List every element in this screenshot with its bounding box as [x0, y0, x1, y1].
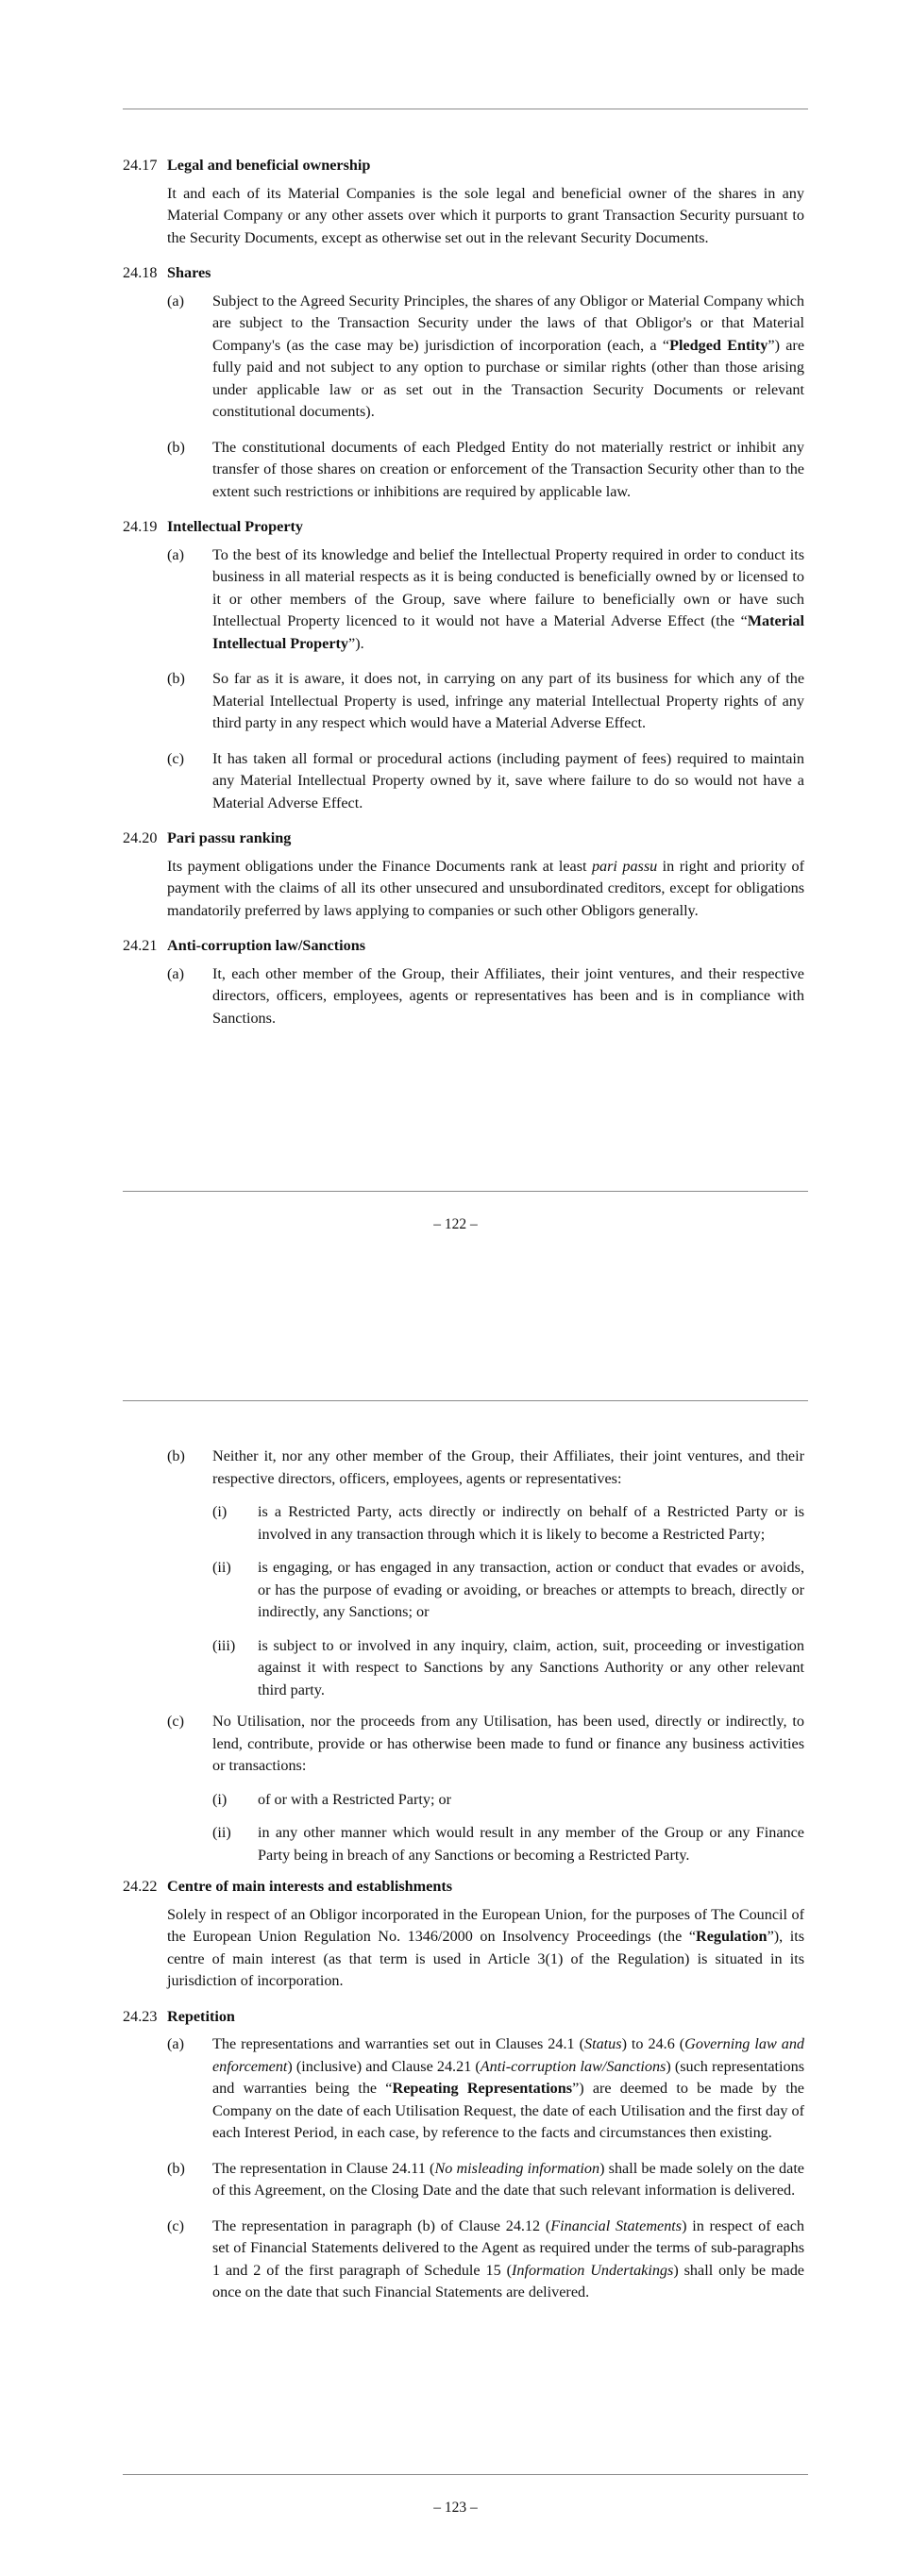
item-text: The representations and warranties set out in Clauses 24.1 (Status) to 24.6 (Governing law and enforcement) (inclusive) and Clause 24.21 (Anti-corruption law/Sanctions) (such representations and warranties being the “Repeating Representations”) are deemed to be made by the Company on the date of each Utilisation Request, the date of each Utilisation and the first day of each Interest Period, in each case, by reference to the facts and circumstances then existing.: [212, 2035, 805, 2141]
clause-title: Repetition: [167, 2007, 235, 2025]
clause-24-18: [123, 262, 804, 503]
sub-clause-b: [167, 668, 804, 735]
sub-item-label: (i): [212, 1503, 228, 1520]
defined-term: Repeating Representations: [392, 2080, 573, 2097]
sub-clause-b: [167, 2158, 804, 2202]
item-label: (c): [167, 749, 184, 767]
item-text: So far as it is aware, it does not, in carrying on any part of its business for which any of the Material Intellectual Property is used, infringe any material Intellectual Property rights of any third party in any respect which would have a Material Adverse Effect.: [212, 670, 804, 731]
italic-term: pari passu: [591, 857, 658, 875]
item-text: To the best of its knowledge and belief the Intellectual Property required in order to conduct its business in all material respects as it is being conducted is beneficially owned by or licensed to it or other members of the Group, save where failure to beneficially own or have such Intellectual Property licenced to it would not have a Material Adverse Effect (the “Material Intellectual Property”).: [212, 545, 804, 652]
sub-item-text: is subject to or involved in any inquiry, claim, action, suit, proceeding or investigation against it with respect to Sanctions by any Sanctions Authority or any other relevant third party.: [258, 1636, 804, 1698]
clause-24-21: [123, 935, 804, 1029]
sub-item-text: of or with a Restricted Party; or: [258, 1790, 451, 1808]
sub-item-label: (ii): [212, 1824, 231, 1841]
item-label: (a): [167, 292, 184, 309]
item-text: No Utilisation, nor the proceeds from any Utilisation, has been used, directly or indirectly, to lend, contribute, provide or has otherwise been made to fund or finance any business activities or transactions:: [212, 1713, 804, 1774]
sub-item-label: (ii): [212, 1559, 231, 1576]
clause-24-19: [123, 516, 804, 814]
footer-rule: [123, 2474, 808, 2475]
item-label: (a): [167, 2035, 184, 2052]
item-text: The representation in Clause 24.11 (No misleading information) shall be made solely on the date of this Agreement, on the Closing Date and the date that such relevant information is delivered.: [212, 2159, 804, 2199]
clause-title: Legal and beneficial ownership: [167, 157, 371, 174]
page-123: [0, 1291, 911, 2576]
item-label: (b): [167, 438, 185, 456]
clause-title: Intellectual Property: [167, 518, 304, 535]
page-122-content: [123, 155, 804, 1043]
defined-term: Material Intellectual Property: [212, 612, 804, 652]
clause-number: 24.17: [123, 157, 158, 174]
clause-title: Anti-corruption law/Sanctions: [167, 937, 366, 954]
item-label: (b): [167, 1447, 185, 1464]
item-text: It, each other member of the Group, their Affiliates, their joint ventures, and their respective directors, officers, employees, agents or representatives has been and is in compliance with Sanctions.: [212, 964, 804, 1027]
clause-24-21-continued: [123, 1446, 804, 1866]
sub-clause-c: [167, 2216, 804, 2304]
clause-paragraph: It and each of its Material Companies is the sole legal and beneficial owner of the shares in any Material Company or any other assets over which it purports to grant Transaction Security pursuant to the Security Documents, except as otherwise set out in the relevant Security Documents.: [167, 184, 804, 246]
sub-clause-a: [167, 2033, 804, 2145]
sub-item-label: (iii): [212, 1636, 236, 1654]
item-text: It has taken all formal or procedural actions (including payment of fees) required to maintain any Material Intellectual Property owned by it, save where failure to do so would not have a Material Adverse Effect.: [212, 749, 804, 811]
sub-item-iii: [212, 1635, 804, 1702]
italic-term: Status: [583, 2035, 622, 2052]
italic-term: Governing law and enforcement: [212, 2035, 805, 2075]
item-label: (c): [167, 1713, 184, 1730]
clause-number: 24.22: [123, 1878, 158, 1895]
sub-item-i: [212, 1501, 804, 1546]
clause-24-23: [123, 2006, 804, 2304]
clause-24-17: [123, 155, 804, 249]
header-rule: [123, 1400, 808, 1401]
italic-term: Anti-corruption law/Sanctions: [480, 2057, 666, 2075]
item-label: (c): [167, 2216, 184, 2234]
sub-item-text: is a Restricted Party, acts directly or indirectly on behalf of a Restricted Party or is involved in any transaction through which it is likely to become a Restricted Party;: [258, 1503, 804, 1543]
clause-heading: [123, 2006, 804, 2029]
page-123-content: [123, 1446, 804, 2317]
sub-item-ii: [212, 1822, 804, 1866]
clause-title: Shares: [167, 264, 211, 281]
sub-item-label: (i): [212, 1790, 228, 1808]
item-label: (a): [167, 545, 184, 563]
sub-clause-a: [167, 963, 804, 1030]
clause-number: 24.20: [123, 829, 158, 846]
italic-term: No misleading information: [434, 2159, 600, 2177]
item-label: (b): [167, 670, 185, 687]
clause-number: 24.19: [123, 518, 158, 535]
page-number: – 122 –: [433, 1216, 478, 1232]
clause-title: Centre of main interests and establishments: [167, 1878, 453, 1895]
clause-heading: [123, 155, 804, 177]
sub-item-i: [212, 1789, 804, 1812]
sub-item-text: in any other manner which would result in any member of the Group or any Finance Party being in breach of any Sanctions or becoming a Restricted Party.: [258, 1824, 804, 1864]
page-number: – 123 –: [433, 2500, 478, 2516]
defined-term: Regulation: [696, 1928, 768, 1945]
clause-heading: [123, 828, 804, 850]
clause-24-22: [123, 1876, 804, 1993]
clause-number: 24.23: [123, 2007, 158, 2025]
clause-heading: [123, 262, 804, 285]
item-label: (b): [167, 2159, 185, 2177]
item-text: The representation in paragraph (b) of Clause 24.12 (Financial Statements) in respect of each set of Financial Statements delivered to the Agent as required under the terms of sub-paragraphs 1 and 2 of the first paragraph of Schedule 15 (Information Undertakings) shall only be made once on the date that such Financial Statements are delivered.: [212, 2216, 804, 2300]
sub-clause-c: [167, 1711, 804, 1866]
clause-number: 24.21: [123, 937, 158, 954]
clause-title: Pari passu ranking: [167, 829, 292, 846]
italic-term: Financial Statements: [550, 2216, 683, 2234]
clause-paragraph: Its payment obligations under the Finance Documents rank at least pari passu in right and priority of payment with the claims of all its other unsecured and unsubordinated creditors, except for obligations mandatorily preferred by laws applying to companies or such other Obligors generally.: [167, 857, 804, 919]
footer-rule: [123, 1191, 808, 1192]
sub-item-ii: [212, 1557, 804, 1624]
sub-item-text: is engaging, or has engaged in any transaction, action or conduct that evades or avoids, or has the purpose of evading or avoiding, or breaches or attempts to breach, directly or indirectly, any Sanctions; or: [258, 1559, 804, 1620]
item-text: The constitutional documents of each Pledged Entity do not materially restrict or inhibit any transfer of those shares on creation or enforcement of the Transaction Security other than to the extent such restrictions or inhibitions are required by applicable law.: [212, 438, 804, 500]
sub-clause-b: [167, 1446, 804, 1701]
sub-clause-b: [167, 437, 804, 504]
sub-clause-c: [167, 748, 804, 815]
clause-heading: [123, 935, 804, 958]
defined-term: Pledged Entity: [669, 336, 768, 354]
clause-paragraph: Solely in respect of an Obligor incorporated in the European Union, for the purposes of The Council of the European Union Regulation No. 1346/2000 on Insolvency Proceedings (the “Regulation”), its centre of main interest (as that term is used in Article 3(1) of the Regulation) is situated in its jurisdiction of incorporation.: [167, 1905, 804, 1989]
item-text: Neither it, nor any other member of the Group, their Affiliates, their joint ventures, and their respective directors, officers, employees, agents or representatives:: [212, 1447, 804, 1487]
sub-clause-a: [167, 544, 804, 656]
item-label: (a): [167, 964, 184, 982]
item-text: Subject to the Agreed Security Principles, the shares of any Obligor or Material Company which are subject to the Transaction Security under the laws of that Obligor's or that Material Company's (as the case may be) jurisdiction of incorporation (each, a “Pledged Entity”) are fully paid and not subject to any option to purchase or similar rights (other than those arising under applicable law or as set out in the Transaction Security Documents or relevant constitutional documents).: [212, 292, 804, 420]
clause-heading: [123, 1876, 804, 1899]
clause-heading: [123, 516, 804, 539]
sub-clause-a: [167, 291, 804, 424]
clause-number: 24.18: [123, 264, 158, 281]
clause-24-20: [123, 828, 804, 922]
italic-term: Information Undertakings: [511, 2261, 674, 2279]
